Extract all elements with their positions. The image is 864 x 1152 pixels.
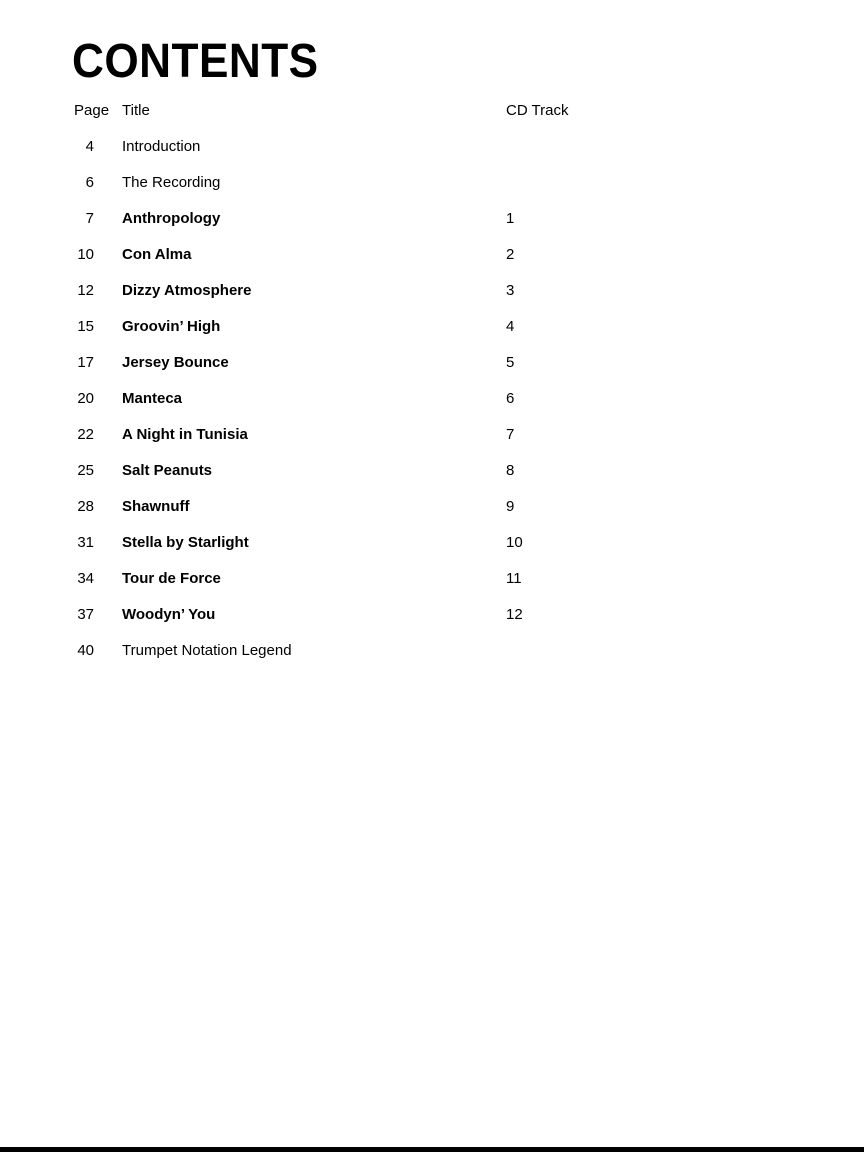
page-number-cell [74, 355, 122, 370]
entry-title: Introduction [122, 137, 201, 155]
page-number: 12 [77, 281, 94, 299]
cd-track-number: 10 [506, 533, 523, 551]
toc-row [74, 632, 790, 668]
page-number-cell [74, 499, 122, 514]
toc-row [74, 272, 790, 308]
page-number-cell [74, 283, 122, 298]
toc-row [74, 344, 790, 380]
entry-title: Dizzy Atmosphere [122, 281, 252, 299]
toc-row [74, 452, 790, 488]
entry-title: Salt Peanuts [122, 461, 213, 479]
entry-title: A Night in Tunisia [122, 425, 248, 443]
page-number-cell [74, 139, 122, 154]
cd-track-number: 12 [506, 605, 523, 623]
entry-title: Groovin’ High [122, 317, 221, 335]
page-number-cell [74, 607, 122, 622]
cd-track-number: 5 [506, 353, 515, 371]
entry-title: Woodyn’ You [122, 605, 216, 623]
page-number-cell [74, 211, 122, 226]
toc-row [74, 380, 790, 416]
entry-title: Tour de Force [122, 569, 221, 587]
cd-track-number: 1 [506, 209, 515, 227]
entry-title: Jersey Bounce [122, 353, 229, 371]
column-header-page: Page [74, 101, 110, 119]
entry-title: Stella by Starlight [122, 533, 249, 551]
page-number-cell [74, 571, 122, 586]
page-number-cell [74, 427, 122, 442]
cd-track-number: 9 [506, 497, 515, 515]
page-number: 10 [77, 245, 94, 263]
page-number: 25 [77, 461, 94, 479]
page-number: 34 [77, 569, 94, 587]
cd-track-number: 3 [506, 281, 515, 299]
page-number: 15 [77, 317, 94, 335]
entry-title: Anthropology [122, 209, 221, 227]
toc-row [74, 524, 790, 560]
page-number-cell [74, 535, 122, 550]
cd-track-number: 11 [506, 569, 522, 587]
page-number: 37 [77, 605, 94, 623]
page-number-cell [74, 391, 122, 406]
cd-track-number: 8 [506, 461, 515, 479]
toc-row [74, 308, 790, 344]
cd-track-number: 7 [506, 425, 515, 443]
bottom-black-bar [0, 1147, 864, 1152]
page-title: CONTENTS [72, 35, 319, 88]
toc-row [74, 488, 790, 524]
toc-table [74, 92, 790, 668]
toc-row [74, 164, 790, 200]
page-number: 31 [77, 533, 94, 551]
page-number: 20 [77, 389, 94, 407]
entry-title: Trumpet Notation Legend [122, 641, 292, 659]
entry-title: Manteca [122, 389, 183, 407]
cd-track-number: 4 [506, 317, 515, 335]
toc-header-row [74, 92, 790, 128]
entry-title: Con Alma [122, 245, 192, 263]
page-number: 6 [85, 173, 94, 191]
page-number-cell [74, 247, 122, 262]
cd-track-number: 6 [506, 389, 515, 407]
toc-row [74, 416, 790, 452]
column-header-title: Title [122, 101, 150, 119]
page-number: 22 [77, 425, 94, 443]
page-number: 40 [77, 641, 94, 659]
page-number: 28 [77, 497, 94, 515]
page-number-cell [74, 175, 122, 190]
page-number-cell [74, 319, 122, 334]
toc-rows [74, 128, 790, 668]
toc-row [74, 596, 790, 632]
toc-row [74, 236, 790, 272]
page-number-cell [74, 643, 122, 658]
toc-row [74, 200, 790, 236]
column-header-cd-track: CD Track [506, 101, 569, 119]
cd-track-number: 2 [506, 245, 515, 263]
page-number: 7 [85, 209, 94, 227]
page-number-cell [74, 463, 122, 478]
entry-title: Shawnuff [122, 497, 190, 515]
page-number: 4 [85, 137, 94, 155]
toc-row [74, 560, 790, 596]
entry-title: The Recording [122, 173, 221, 191]
toc-row [74, 128, 790, 164]
page-number: 17 [77, 353, 94, 371]
